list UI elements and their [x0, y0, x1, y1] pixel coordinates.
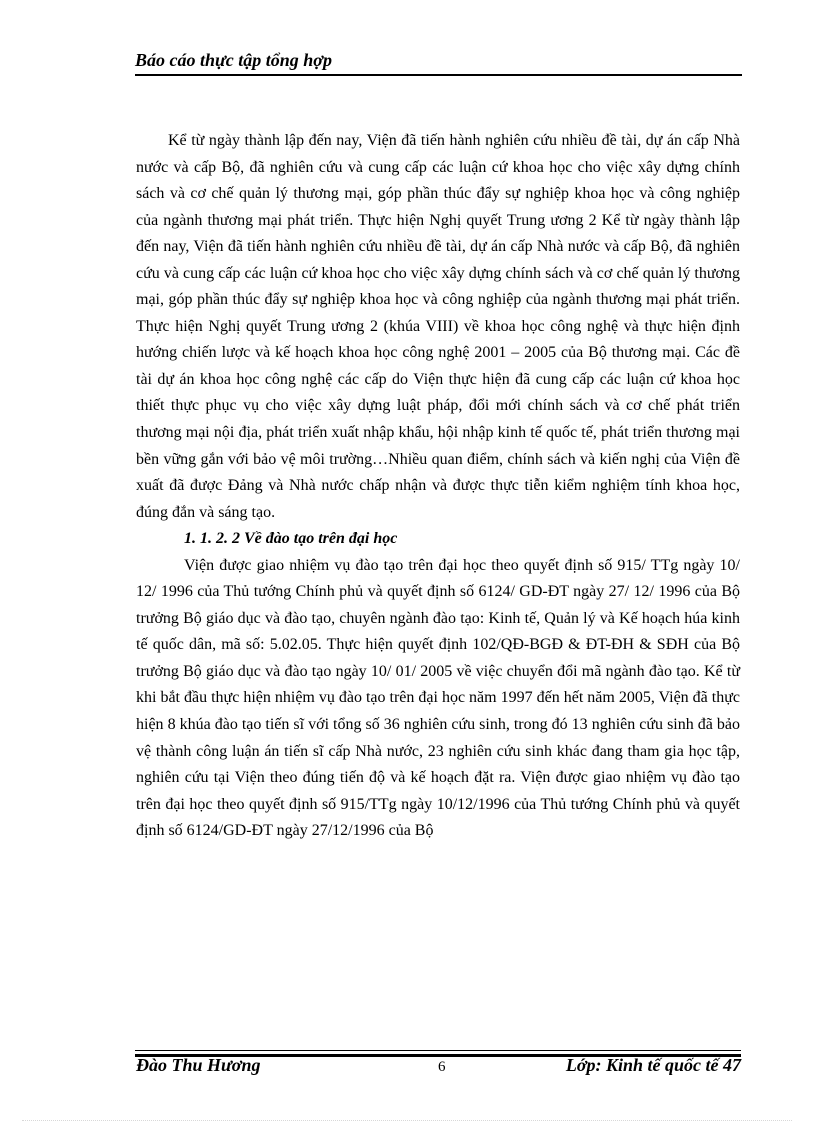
paragraph-training: Viện được giao nhiệm vụ đào tạo trên đại học theo quyết định số 915/ TTg ngày 10/ 12/ 1996 của Thủ tướng Chính phủ và quyết định số 6124/ GD-ĐT ngày 27/ 12/ 1996 của Bộ trưởng Bộ giáo dục và đào tạo, chuyên ngành đào tạo: Kinh tế, Quản lý và Kế hoạch húa kinh tế quốc dân, mã số: 5.02.05. Thực hiện quyết định 102/QĐ-BGĐ & ĐT-ĐH & SĐH của Bộ trưởng Bộ giáo dục và đào tạo ngày 10/ 01/ 2005 về việc chuyển đổi mã ngành đào tạo. Kể từ khi bắt đầu thực hiện nhiệm vụ đào tạo trên đại học năm 1997 đến hết năm 2005, Viện đã thực hiện 8 khúa đào tạo tiến sĩ với tổng số 36 nghiên cứu sinh, trong đó 13 nghiên cứu sinh đã bảo vệ thành công luận án tiến sĩ cấp Nhà nước, 23 nghiên cứu sinh khác đang tham gia học tập, nghiên cứu tại Viện theo đúng tiến độ và kế hoạch đặt ra. Viện được giao nhiệm vụ đào tạo trên đại học theo quyết định số 915/TTg ngày 10/12/1996 của Thủ tướng Chính phủ và quyết định số 6124/GD-ĐT ngày 27/12/1996 của Bộ	[136, 556, 740, 840]
footer-class-label: Lớp: Kinh tế quốc tế 47	[565, 1055, 741, 1075]
page-header	[135, 50, 742, 76]
paragraph-research: Kể từ ngày thành lập đến nay, Viện đã tiến hành nghiên cứu nhiều đề tài, dự án cấp Nhà nước và cấp Bộ, đã nghiên cứu và cung cấp các luận cứ khoa học cho việc xây dựng chính sách và cơ chế quản lý thương mại, góp phần thúc đẩy sự nghiệp khoa học và công nghiệp của ngành thương mại phát triển. Thực hiện Nghị quyết Trung ương 2 Kể từ ngày thành lập đến nay, Viện đã tiến hành nghiên cứu nhiều đề tài, dự án cấp Nhà nước và cấp Bộ, đã nghiên cứu và cung cấp các luận cứ khoa học cho việc xây dựng chính sách và cơ chế quản lý thương mại, góp phần thúc đẩy sự nghiệp khoa học và công nghiệp của ngành thương mại phát triển. Thực hiện Nghị quyết Trung ương 2 (khúa VIII) về khoa học công nghệ và thực hiện định hướng chiến lược và kế hoạch khoa học công nghệ 2001 – 2005 của Bộ thương mại. Các đề tài dự án khoa học công nghệ các cấp do Viện thực hiện đã cung cấp các luận cứ khoa học thiết thực phục vụ cho việc xây dựng luật pháp, đổi mới chính sách và cơ chế phát triển thương mại nội địa, phát triển xuất nhập khẩu, hội nhập kinh tế quốc tế, phát triển thương mại bền vững gắn với bảo vệ môi trường…Nhiều quan điểm, chính sách và kiến nghị của Viện đề xuất đã được Đảng và Nhà nước chấp nhận và được thực tiễn kiểm nghiệm tính khoa học, đúng đắn và sáng tạo.	[136, 132, 740, 521]
header-title: Báo cáo thực tập tổng hợp	[135, 50, 332, 70]
page-edge-divider	[22, 1120, 792, 1121]
document-body	[136, 128, 740, 845]
footer-rule-thin	[135, 1050, 741, 1051]
section-heading: 1. 1. 2. 2 Về đào tạo trên đại học	[184, 530, 398, 548]
footer-author: Đào Thu Hương	[136, 1055, 261, 1075]
page-number: 6	[438, 1059, 446, 1075]
